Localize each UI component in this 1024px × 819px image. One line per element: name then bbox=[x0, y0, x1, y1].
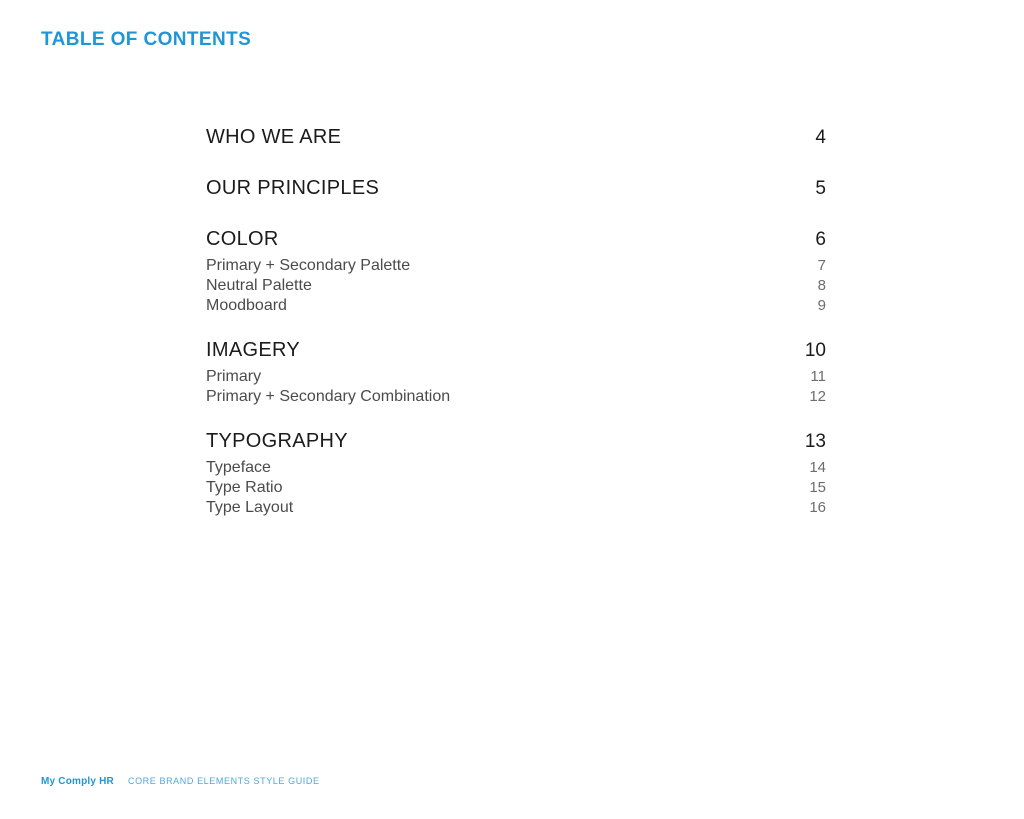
toc-entry[interactable] bbox=[206, 297, 826, 315]
toc-entry-page-number: 9 bbox=[817, 297, 826, 314]
toc-entry-label: OUR PRINCIPLES bbox=[206, 177, 380, 199]
toc-entry-label: Type Ratio bbox=[206, 479, 283, 496]
toc-entry-page-number: 13 bbox=[804, 431, 826, 452]
toc-entry[interactable] bbox=[206, 177, 826, 200]
toc-entry[interactable] bbox=[206, 277, 826, 295]
footer-document-title: CORE BRAND ELEMENTS STYLE GUIDE bbox=[127, 776, 320, 786]
toc-entry-label: TYPOGRAPHY bbox=[206, 430, 348, 452]
toc-entry-label: WHO WE ARE bbox=[206, 126, 342, 148]
toc-entry-label: Primary + Secondary Palette bbox=[206, 257, 411, 274]
toc-entry[interactable] bbox=[206, 479, 826, 497]
toc-entry-page-number: 10 bbox=[804, 340, 826, 361]
toc-group-spacer bbox=[206, 317, 826, 339]
footer-brand: My Comply HR bbox=[41, 776, 114, 787]
toc-entry-page-number: 16 bbox=[809, 499, 826, 516]
toc-entry-page-number: 11 bbox=[810, 368, 826, 385]
toc-entry[interactable] bbox=[206, 257, 826, 275]
toc-group-spacer bbox=[206, 408, 826, 430]
toc-group-spacer bbox=[206, 155, 826, 177]
toc-entry-page-number: 7 bbox=[817, 257, 826, 274]
toc-entry-label: IMAGERY bbox=[206, 339, 300, 361]
toc-entry-label: COLOR bbox=[206, 228, 279, 250]
table-of-contents-list bbox=[206, 126, 826, 519]
toc-entry-page-number: 8 bbox=[817, 277, 826, 294]
toc-entry-page-number: 4 bbox=[815, 127, 826, 148]
toc-entry[interactable] bbox=[206, 459, 826, 477]
toc-entry-page-number: 12 bbox=[809, 388, 826, 405]
toc-entry[interactable] bbox=[206, 126, 826, 149]
toc-entry-page-number: 5 bbox=[815, 178, 826, 199]
page-title: TABLE OF CONTENTS bbox=[41, 29, 252, 50]
toc-group-spacer bbox=[206, 206, 826, 228]
toc-entry[interactable] bbox=[206, 499, 826, 517]
toc-entry-label: Moodboard bbox=[206, 297, 287, 314]
toc-entry-label: Neutral Palette bbox=[206, 277, 312, 294]
toc-entry-page-number: 14 bbox=[809, 459, 826, 476]
toc-entry[interactable] bbox=[206, 430, 826, 453]
toc-entry[interactable] bbox=[206, 339, 826, 362]
toc-entry-label: Type Layout bbox=[206, 499, 294, 516]
toc-entry[interactable] bbox=[206, 388, 826, 406]
toc-entry-page-number: 15 bbox=[809, 479, 826, 496]
page-footer bbox=[41, 776, 320, 787]
toc-entry-label: Typeface bbox=[206, 459, 271, 476]
toc-entry-label: Primary + Secondary Combination bbox=[206, 388, 451, 405]
toc-entry-page-number: 6 bbox=[815, 229, 826, 250]
toc-entry-label: Primary bbox=[206, 368, 262, 385]
toc-entry[interactable] bbox=[206, 368, 826, 386]
toc-entry[interactable] bbox=[206, 228, 826, 251]
